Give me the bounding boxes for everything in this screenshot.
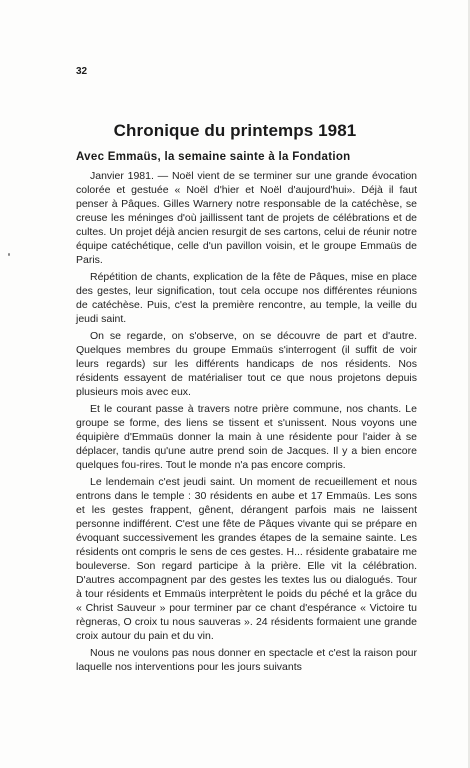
paragraph: On se regarde, on s'observe, on se découvre de part et d'autre. Quelques membres du groupe Emmaüs s'interrogent (il suffit de voir leurs regards) sur les différents handicaps de nos résidents. Nos résidents essayent de matérialiser tout ce que nous projetons depuis plusieurs mois avec eux. <box>76 330 417 398</box>
paragraph: Janvier 1981. — Noël vient de se terminer sur une grande évocation colorée et gestuée « Noël d'hier et Noël d'aujourd'hui». Déjà il faut penser à Pâques. Gilles Warnery notre responsable de la catéchèse, se creuse les méninges d'où jaillissent tant de projets de célébrations et de cultes. Un projet déjà ancien resurgit de ses cartons, celui de réunir notre équipe catéchétique, celle d'un pavillon voisin, et le groupe Emmaüs de Paris. <box>76 170 417 266</box>
page-number: 32 <box>76 66 88 77</box>
paragraph: Nous ne voulons pas nous donner en spectacle et c'est la raison pour laquelle nos interventions pour les jours suivants <box>76 647 417 673</box>
article-title: Chronique du printemps 1981 <box>113 121 357 140</box>
paragraph: Répétition de chants, explication de la fête de Pâques, mise en place des gestes, leur signification, tout cela occupe nos différentes réunions de catéchèse. Puis, c'est la première rencontre, au temple, la veille du jeudi saint. <box>76 271 417 325</box>
margin-speck <box>8 253 10 256</box>
paragraph: Et le courant passe à travers notre prière commune, nos chants. Le groupe se forme, des liens se tissent et s'unissent. Nous voyons une équipière d'Emmaüs donner la main à une résidente pour l'aider à se déplacer, tandis qu'une autre prend soin de Jacques. Il y a bien encore quelques fou-rires. Tout le monde n'a pas encore compris. <box>76 403 417 471</box>
article-body <box>76 169 417 677</box>
article-subtitle: Avec Emmaüs, la semaine sainte à la Fondation <box>76 151 351 163</box>
paragraph: Le lendemain c'est jeudi saint. Un moment de recueillement et nous entrons dans le temple : 30 résidents en aube et 17 Emmaüs. Les sons et les gestes frappent, gênent, dérangent parfois mais ne laissent personne indifférent. C'est une fête de Pâques vivante qui se prépare en évoquant successivement les grandes étapes de la semaine sainte. Les résidents ont compris le sens de ces gestes. H... résidente grabataire me bouleverse. Son regard participe à la prière. Elle vit la célébration. D'autres accompagnent par des gestes les textes lus ou dialogués. Tour à tour résidents et Emmaüs interprètent le poids du péché et la grâce du « Christ Sauveur » pour terminer par ce chant d'espérance « Victoire tu règneras, O croix tu nous sauveras ». 24 résidents formaient une grande croix autour du pain et du vin. <box>76 476 417 642</box>
